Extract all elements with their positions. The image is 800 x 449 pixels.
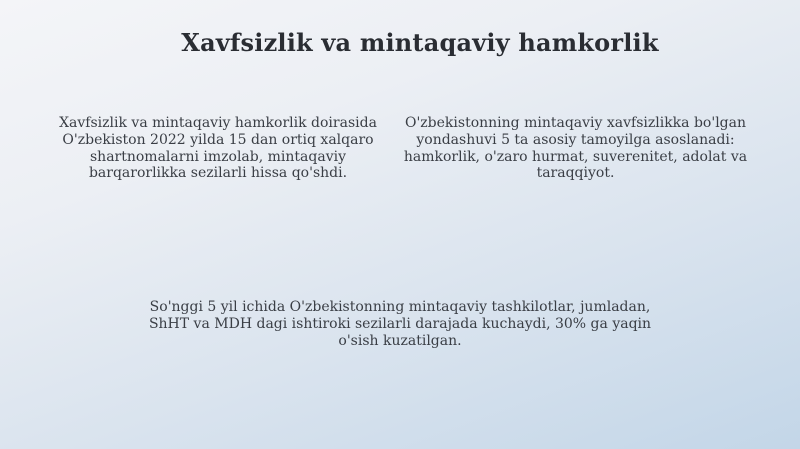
- slide-title: Xavfsizlik va mintaqaviy hamkorlik: [181, 28, 659, 57]
- left-text-block: Xavfsizlik va mintaqaviy hamkorlik doirasida O'zbekiston 2022 yilda 15 dan ortiq xalqaro shartnomalarni imzolab, mintaqaviy barqarorlikka sezilarli hissa qo'shdi.: [59, 115, 377, 182]
- bottom-text-block: So'nggi 5 yil ichida O'zbekistonning mintaqaviy tashkilotlar, jumladan, ShHT va MDH dagi ishtiroki sezilarli darajada kuchaydi, 30% ga yaqin o'sish kuzatilgan.: [148, 299, 652, 349]
- right-text-block: O'zbekistonning mintaqaviy xavfsizlikka bo'lgan yondashuvi 5 ta asosiy tamoyilga asoslanadi: hamkorlik, o'zaro hurmat, suverenitet, adolat va taraqqiyot.: [403, 115, 748, 182]
